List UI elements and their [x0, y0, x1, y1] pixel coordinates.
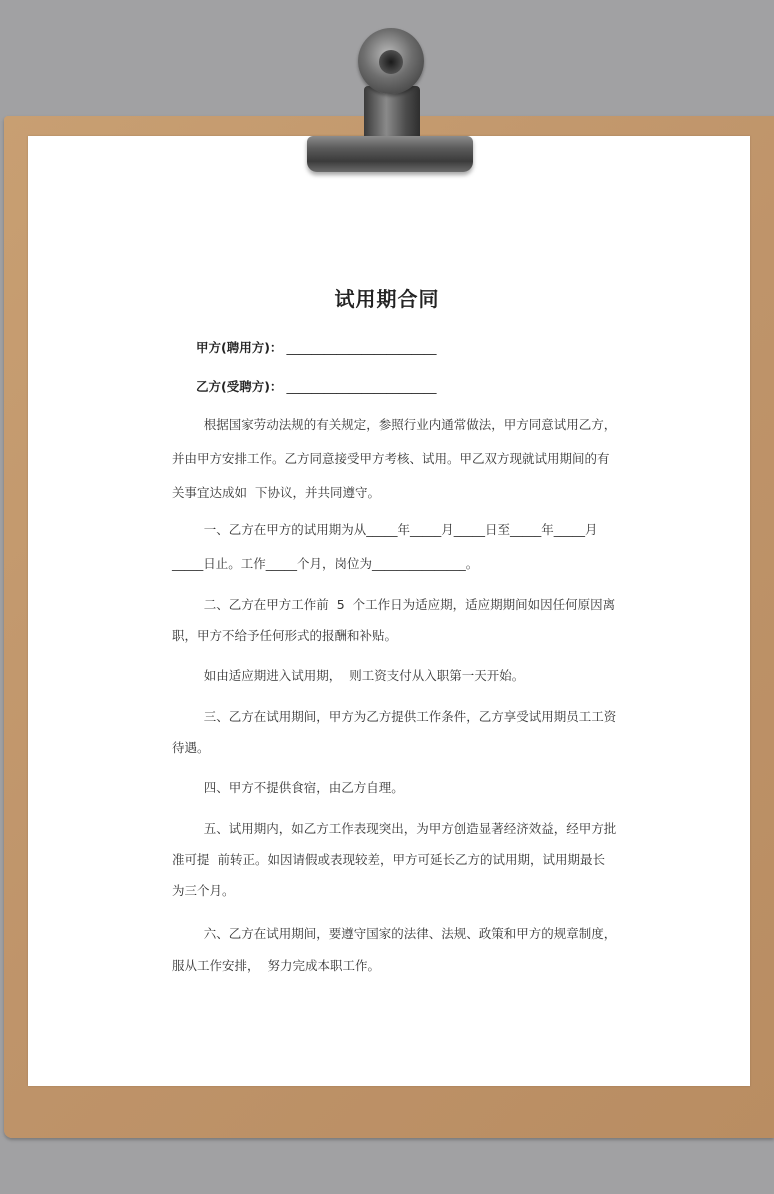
text-line: 并由甲方安排工作。乙方同意接受甲方考核、试用。甲乙双方现就试用期间的有 — [172, 451, 610, 466]
text-line: 关事宜达成如 下协议，并共同遵守。 — [172, 485, 380, 500]
text-line: 准可提 前转正。如因请假或表现较差，甲方可延长乙方的试用期，试用期最长 — [172, 852, 605, 867]
party-a-row — [196, 338, 436, 356]
text-line: 职，甲方不给予任何形式的报酬和补贴。 — [172, 628, 398, 643]
party-a-label: 甲方(聘用方)： — [196, 340, 283, 355]
text-line: 三、乙方在试用期间，甲方为乙方提供工作条件，乙方享受试用期员工工资 — [172, 709, 617, 724]
text-line: 一、乙方在甲方的试用期为从_____年_____月_____日至_____年_____月 — [172, 522, 598, 537]
text-line: 服从工作安排， 努力完成本职工作。 — [172, 958, 380, 973]
party-b-blank: ________________________ — [286, 379, 437, 394]
party-b-row — [196, 377, 436, 395]
text-line: 二、乙方在甲方工作前 5 个工作日为适应期，适应期期间如因任何原因离 — [172, 597, 616, 612]
text-line: _____日止。工作_____个月，岗位为_______________。 — [172, 556, 479, 571]
text-line: 五、试用期内，如乙方工作表现突出，为甲方创造显著经济效益，经甲方批 — [172, 821, 617, 836]
text-line: 待遇。 — [172, 740, 210, 755]
text-line: 根据国家劳动法规的有关规定，参照行业内通常做法，甲方同意试用乙方， — [172, 417, 617, 432]
text-line: 如由适应期进入试用期， 则工资支付从入职第一天开始。 — [172, 668, 525, 683]
party-a-blank: ________________________ — [286, 340, 437, 355]
text-line: 四、甲方不提供食宿，由乙方自理。 — [172, 780, 404, 795]
page-title: 试用期合同 — [334, 287, 440, 311]
party-b-label: 乙方(受聘方)： — [196, 379, 283, 394]
text-line: 为三个月。 — [172, 883, 235, 898]
text-line: 六、乙方在试用期间，要遵守国家的法律、法规、政策和甲方的规章制度， — [172, 926, 617, 941]
